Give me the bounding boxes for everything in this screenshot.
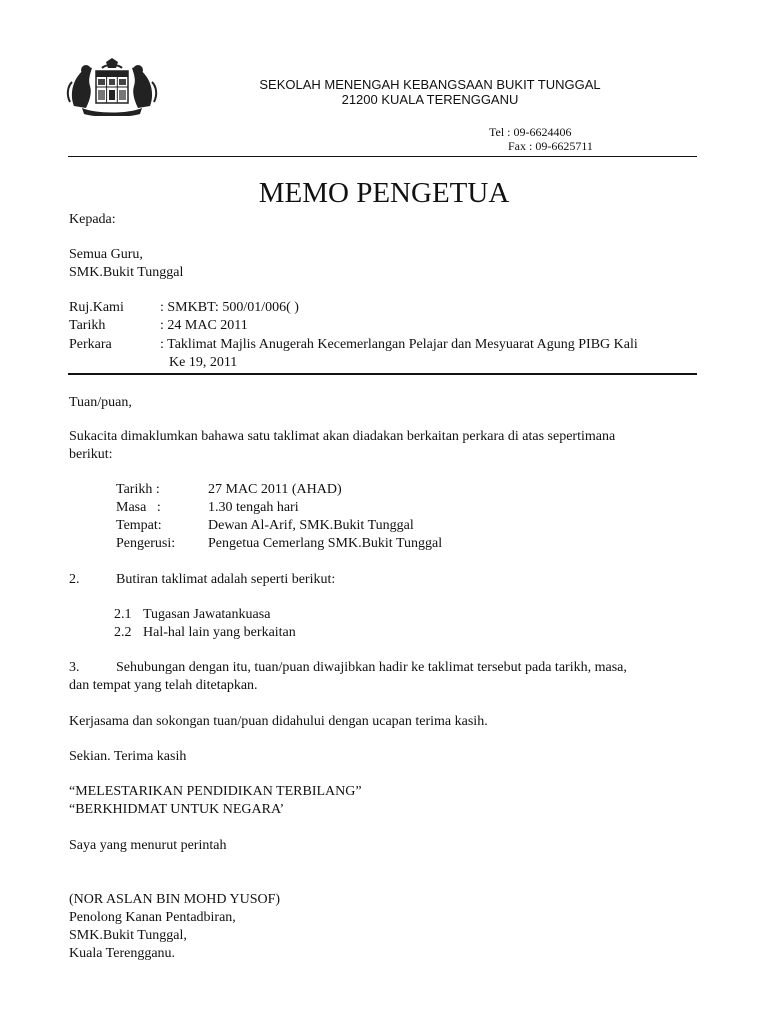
intro-line-2: berikut: bbox=[69, 447, 113, 462]
ruj-kami-value: : SMKBT: 500/01/006( ) bbox=[160, 300, 299, 315]
sign-intro: Saya yang menurut perintah bbox=[69, 838, 227, 853]
coat-of-arms-logo bbox=[66, 58, 158, 116]
detail-tarikh-label: Tarikh : bbox=[116, 482, 160, 497]
recipient-line-2: SMK.Bukit Tunggal bbox=[69, 265, 184, 280]
signatory-school: SMK.Bukit Tunggal, bbox=[69, 928, 187, 943]
detail-tempat-label: Tempat: bbox=[116, 518, 162, 533]
salutation: Tuan/puan, bbox=[69, 395, 132, 410]
signatory-title: Penolong Kanan Pentadbiran, bbox=[69, 910, 236, 925]
fax-number: Fax : 09-6625711 bbox=[508, 139, 593, 153]
subitem-2-2-text: Hal-hal lain yang berkaitan bbox=[143, 625, 296, 640]
signatory-location: Kuala Terengganu. bbox=[69, 946, 176, 961]
detail-tarikh-value: 27 MAC 2011 (AHAD) bbox=[208, 482, 342, 497]
perkara-label: Perkara bbox=[69, 337, 112, 352]
recipient-line-1: Semua Guru, bbox=[69, 247, 143, 262]
telephone-number: Tel : 09-6624406 bbox=[489, 125, 572, 139]
closing-thanks: Kerjasama dan sokongan tuan/puan didahului dengan ucapan terima kasih. bbox=[69, 714, 488, 729]
subitem-2-1-number: 2.1 bbox=[114, 607, 132, 622]
subitem-2-1-text: Tugasan Jawatankuasa bbox=[143, 607, 271, 622]
memo-title: MEMO PENGETUA bbox=[258, 177, 510, 209]
motto-line-2: “BERKHIDMAT UNTUK NEGARA’ bbox=[69, 802, 285, 817]
detail-masa-value: 1.30 tengah hari bbox=[208, 500, 299, 515]
para-2-number: 2. bbox=[69, 572, 80, 587]
detail-masa-label: Masa : bbox=[116, 500, 161, 515]
ruj-kami-label: Ruj.Kami bbox=[69, 300, 124, 315]
para-3-line-2: dan tempat yang telah ditetapkan. bbox=[69, 678, 258, 693]
school-name: SEKOLAH MENENGAH KEBANGSAAN BUKIT TUNGGAL bbox=[259, 77, 601, 92]
header-divider bbox=[68, 156, 697, 157]
closing-sekian: Sekian. Terima kasih bbox=[69, 749, 187, 764]
reference-divider bbox=[68, 373, 697, 375]
tarikh-label: Tarikh bbox=[69, 318, 106, 333]
perkara-value: : Taklimat Majlis Anugerah Kecemerlangan Pelajar dan Mesyuarat Agung PIBG Kali bbox=[160, 337, 638, 352]
perkara-value-continued: Ke 19, 2011 bbox=[169, 355, 238, 370]
kepada-label: Kepada: bbox=[69, 212, 116, 227]
para-3-line-1: Sehubungan dengan itu, tuan/puan diwajibkan hadir ke taklimat tersebut pada tarikh, masa, bbox=[116, 660, 627, 675]
para-2-text: Butiran taklimat adalah seperti berikut: bbox=[116, 572, 336, 587]
para-3-number: 3. bbox=[69, 660, 80, 675]
tarikh-value: : 24 MAC 2011 bbox=[160, 318, 248, 333]
subitem-2-2-number: 2.2 bbox=[114, 625, 132, 640]
intro-line-1: Sukacita dimaklumkan bahawa satu taklimat akan diadakan berkaitan perkara di atas sepertimana bbox=[69, 429, 616, 444]
detail-pengerusi-label: Pengerusi: bbox=[116, 536, 176, 551]
signatory-name: (NOR ASLAN BIN MOHD YUSOF) bbox=[69, 892, 281, 907]
detail-pengerusi-value: Pengetua Cemerlang SMK.Bukit Tunggal bbox=[208, 536, 443, 551]
motto-line-1: “MELESTARIKAN PENDIDIKAN TERBILANG” bbox=[69, 784, 362, 799]
detail-tempat-value: Dewan Al-Arif, SMK.Bukit Tunggal bbox=[208, 518, 414, 533]
school-address: 21200 KUALA TERENGGANU bbox=[341, 92, 519, 107]
